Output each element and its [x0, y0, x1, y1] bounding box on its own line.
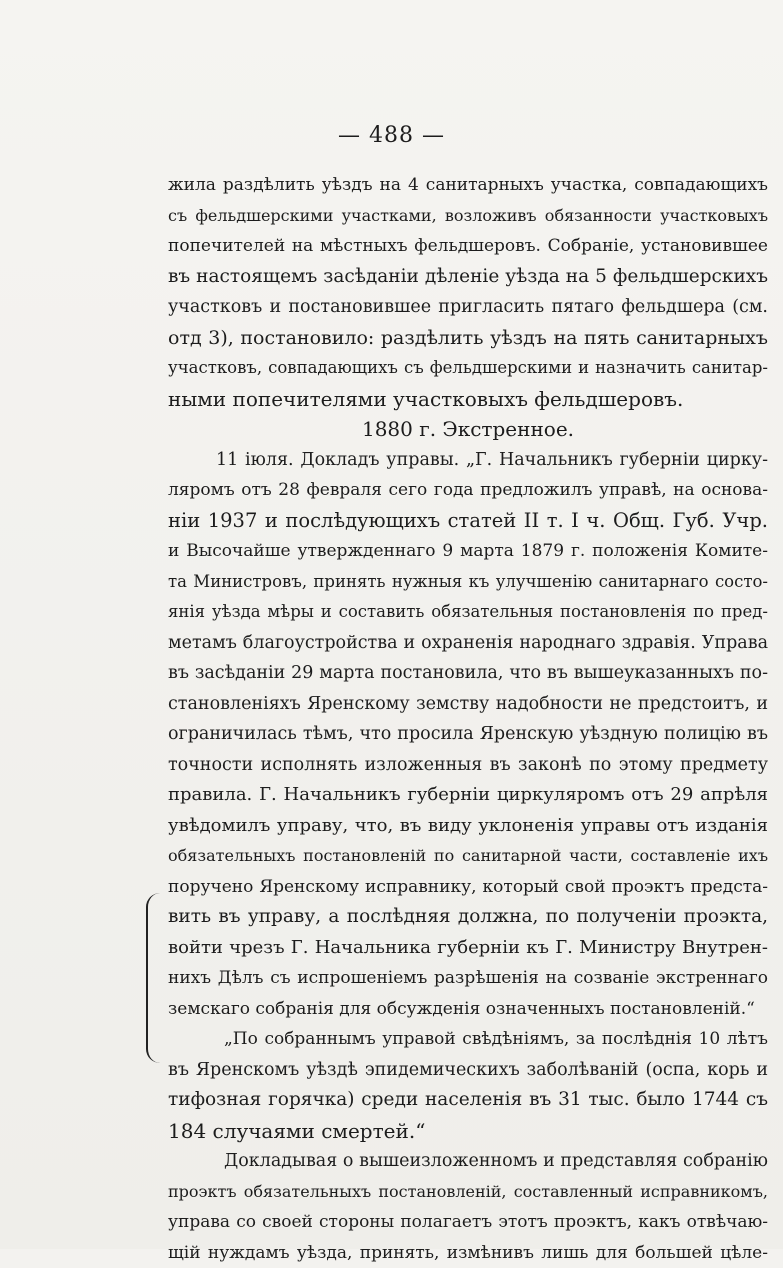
handwritten-bracket-mark — [146, 893, 166, 1063]
text-line: управа со своей стороны полагаетъ этотъ проэктъ, какъ отвѣчаю- — [168, 1207, 768, 1238]
text-line: земскаго собранія для обсужденія означенныхъ постановленій.“ — [168, 994, 768, 1025]
text-line: ограничилась тѣмъ, что просила Яренскую уѣздную полицію въ — [168, 719, 768, 750]
text-line: жила раздѣлить уѣздъ на 4 санитарныхъ участка, совпадающихъ — [168, 170, 768, 201]
text-line: правила. Г. Начальникъ губерніи циркуляромъ отъ 29 апрѣля — [168, 780, 768, 811]
text-line: въ засѣданіи 29 марта постановила, что въ вышеуказанныхъ по- — [168, 658, 768, 689]
text-line: проэктъ обязательныхъ постановленій, составленный исправникомъ, — [168, 1177, 768, 1208]
text-line: отд 3), постановило: раздѣлить уѣздъ на пять санитарныхъ — [168, 323, 768, 354]
text-line: въ Яренскомъ уѣздѣ эпидемическихъ заболѣваній (оспа, корь и — [168, 1055, 768, 1086]
text-line: попечителей на мѣстныхъ фельдшеровъ. Собраніе, установившее — [168, 231, 768, 262]
text-line: въ настоящемъ засѣданіи дѣленіе уѣзда на 5 фельдшерскихъ — [168, 262, 768, 293]
text-line: метамъ благоустройства и охраненія народнаго здравія. Управа — [168, 628, 768, 659]
text-line: и Высочайше утвержденнаго 9 марта 1879 г. положенія Комите- — [168, 536, 768, 567]
text-line: нихъ Дѣлъ съ испрошеніемъ разрѣшенія на созваніе экстреннаго — [168, 963, 768, 994]
text-line: поручено Яренскому исправнику, который свой проэктъ предста- — [168, 872, 768, 903]
text-line: та Министровъ, принять нужныя къ улучшенію санитарнаго состо- — [168, 567, 768, 598]
text-line: 11 іюля. Докладъ управы. „Г. Начальникъ губерніи цирку- — [168, 445, 768, 476]
section-heading: 1880 г. Экстренное. — [168, 414, 768, 445]
text-line: 184 случаями смертей.“ — [168, 1116, 768, 1147]
text-line: ляромъ отъ 28 февраля сего года предложилъ управѣ, на основа- — [168, 475, 768, 506]
text-line: обязательныхъ постановленій по санитарной части, составленіе ихъ — [168, 841, 768, 872]
text-line: щій нуждамъ уѣзда, принять, измѣнивъ лишь для большей цѣле- — [168, 1238, 768, 1268]
text-line: тифозная горячка) среди населенія въ 31 тыс. было 1744 съ — [168, 1085, 768, 1116]
text-line: участковъ и постановившее пригласить пятаго фельдшера (см. — [168, 292, 768, 323]
text-line: янія уѣзда мѣры и составить обязательныя постановленія по пред- — [168, 597, 768, 628]
text-line: съ фельдшерскими участками, возложивъ обязанности участковыхъ — [168, 201, 768, 232]
text-line: вить въ управу, а послѣдняя должна, по полученіи проэкта, — [168, 902, 768, 933]
page-number: — 488 — — [0, 123, 783, 148]
text-line: увѣдомилъ управу, что, въ виду уклоненія управы отъ изданія — [168, 811, 768, 842]
text-line: ными попечителями участковыхъ фельдшеровъ. — [168, 384, 768, 415]
body-text — [168, 170, 768, 1268]
text-line: „По собраннымъ управой свѣдѣніямъ, за послѣднія 10 лѣтъ — [168, 1024, 768, 1055]
text-line: ніи 1937 и послѣдующихъ статей II т. I ч. Общ. Губ. Учр. — [168, 506, 768, 537]
text-line: войти чрезъ Г. Начальника губерніи къ Г. Министру Внутрен- — [168, 933, 768, 964]
text-line: точности исполнять изложенныя въ законѣ по этому предмету — [168, 750, 768, 781]
text-line: Докладывая о вышеизложенномъ и представляя собранію — [168, 1146, 768, 1177]
text-line: участковъ, совпадающихъ съ фельдшерскими и назначить санитар- — [168, 353, 768, 384]
text-line: становленіяхъ Яренскому земству надобности не предстоитъ, и — [168, 689, 768, 720]
